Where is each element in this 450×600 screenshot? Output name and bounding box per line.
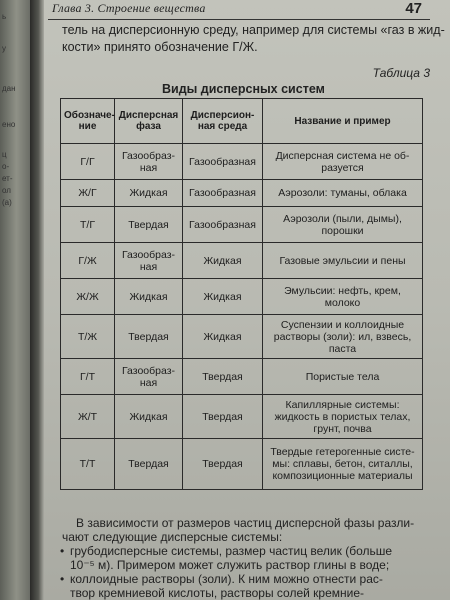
cell-example: Пористые тела — [263, 359, 423, 395]
cell-medium: Газообразная — [183, 144, 263, 180]
table-row — [61, 439, 423, 490]
intro-line: кости» принято обозначение Г/Ж. — [62, 40, 258, 54]
cell-phase: Газообраз- ная — [115, 243, 183, 279]
cell-notation: Ж/Т — [61, 395, 115, 439]
cell-example: Твердые гетерогенные систе- мы: сплавы, бетон, ситаллы, композиционные материалы — [263, 439, 423, 490]
page-number: 47 — [405, 0, 422, 17]
list-item — [62, 544, 434, 572]
intro-line: тель на дисперсионную среду, например для системы «газ в жид- — [62, 23, 445, 37]
cell-medium: Жидкая — [183, 315, 263, 359]
cell-example: Суспензии и коллоидные растворы (золи): ил, взвесь, паста — [263, 315, 423, 359]
table-row — [61, 279, 423, 315]
cell-medium: Газообразная — [183, 180, 263, 207]
header-dispersion-medium: Дисперсион- ная среда — [183, 99, 263, 144]
cell-notation: Г/Т — [61, 359, 115, 395]
cell-phase: Жидкая — [115, 395, 183, 439]
table-row — [61, 395, 423, 439]
left-page-fragment: о- — [2, 162, 10, 171]
body-text — [62, 516, 434, 600]
list-item-line: • коллоидные растворы (золи). К ним можно отнести рас- — [70, 572, 383, 586]
table-title: Виды дисперсных систем — [162, 82, 325, 96]
cell-notation: Т/Ж — [61, 315, 115, 359]
left-page-fragment: ь — [2, 12, 7, 21]
cell-notation: Т/Т — [61, 439, 115, 490]
left-page-fragment: (а) — [2, 198, 12, 207]
left-page-fragment: ц — [2, 150, 7, 159]
table-header-row — [61, 99, 423, 144]
cell-example: Аэрозоли (пыли, дымы), порошки — [263, 207, 423, 243]
table-label: Таблица 3 — [372, 66, 430, 80]
header-name-example: Название и пример — [263, 99, 423, 144]
list-item-line: 10⁻⁵ м). Примером может служить раствор глины в воде; — [70, 558, 390, 572]
table-row — [61, 315, 423, 359]
header-rule — [48, 19, 430, 20]
header-dispersed-phase: Дисперсная фаза — [115, 99, 183, 144]
cell-example: Дисперсная система не об- разуется — [263, 144, 423, 180]
cell-phase: Газообраз- ная — [115, 359, 183, 395]
dispersed-systems-table — [60, 98, 423, 490]
running-head: Глава 3. Строение вещества — [52, 1, 206, 15]
left-page-fragment: ол — [2, 186, 11, 195]
left-page-fragment: ет- — [2, 174, 13, 183]
cell-phase: Твердая — [115, 315, 183, 359]
cell-notation: Ж/Г — [61, 180, 115, 207]
header-notation: Обозначе- ние — [61, 99, 115, 144]
list-item-line: твор кремниевой кислоты, растворы солей кремние- — [70, 586, 365, 600]
cell-medium: Газообразная — [183, 207, 263, 243]
table-row — [61, 359, 423, 395]
table-row — [61, 180, 423, 207]
cell-medium: Жидкая — [183, 279, 263, 315]
cell-notation: Ж/Ж — [61, 279, 115, 315]
list-item-line: • грубодисперсные системы, размер частиц велик (больше — [70, 544, 393, 558]
cell-phase: Жидкая — [115, 180, 183, 207]
cell-phase: Твердая — [115, 439, 183, 490]
table-row — [61, 144, 423, 180]
cell-notation: Т/Г — [61, 207, 115, 243]
cell-phase: Жидкая — [115, 279, 183, 315]
cell-medium: Твердая — [183, 439, 263, 490]
left-page-fragment: у — [2, 44, 6, 53]
cell-phase: Твердая — [115, 207, 183, 243]
cell-medium: Твердая — [183, 359, 263, 395]
table-row — [61, 207, 423, 243]
left-page-fragment: ено — [2, 120, 16, 129]
book-gutter — [30, 0, 44, 600]
cell-example: Эмульсии: нефть, крем, молоко — [263, 279, 423, 315]
left-page-fragment: дан — [2, 84, 16, 93]
cell-medium: Жидкая — [183, 243, 263, 279]
intro-text — [62, 22, 445, 56]
cell-example: Аэрозоли: туманы, облака — [263, 180, 423, 207]
cell-notation: Г/Ж — [61, 243, 115, 279]
cell-notation: Г/Г — [61, 144, 115, 180]
paragraph-line: чают следующие дисперсные системы: — [62, 530, 283, 544]
adjacent-page-edge — [0, 0, 30, 600]
list-item — [62, 572, 434, 600]
paragraph-line: В зависимости от размеров частиц дисперсной фазы разли- — [76, 516, 415, 530]
book-page — [44, 0, 450, 600]
cell-example: Капиллярные системы: жидкость в пористых телах, грунт, почва — [263, 395, 423, 439]
cell-example: Газовые эмульсии и пены — [263, 243, 423, 279]
table-row — [61, 243, 423, 279]
cell-medium: Твердая — [183, 395, 263, 439]
cell-phase: Газообраз- ная — [115, 144, 183, 180]
